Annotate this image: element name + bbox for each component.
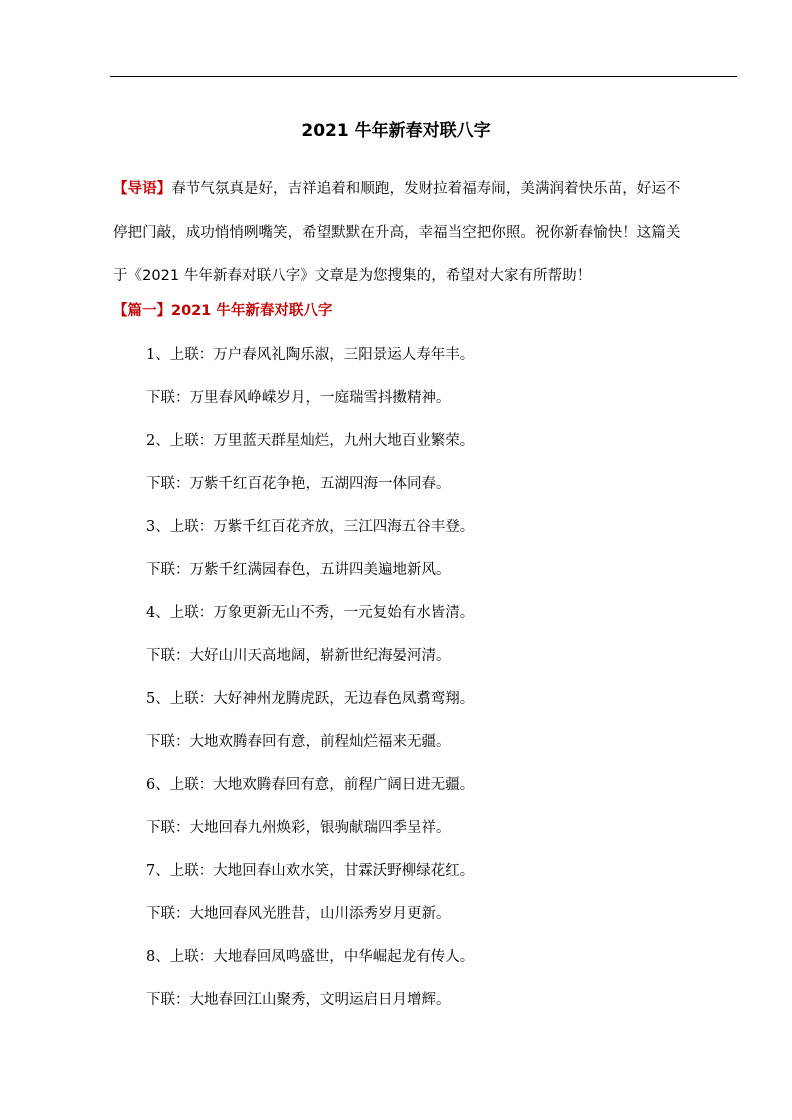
couplet-lower-5: 下联：大地欢腾春回有意，前程灿烂福来无疆。 xyxy=(146,734,451,750)
couplet-upper-text: 上联：大好神州龙腾虎跃，无边春色凤翥鸾翔。 xyxy=(169,691,475,707)
couplet-number: 8、 xyxy=(146,949,170,965)
couplet-number: 4、 xyxy=(146,605,170,621)
intro-line-3: 于《2021 牛年新春对联八字》文章是为您搜集的，希望对大家有所帮助！ xyxy=(113,268,592,284)
intro-text-1: 春节气氛真是好，吉祥追着和顺跑，发财拉着福寿闹，美满润着快乐苗，好运不 xyxy=(171,181,681,197)
couplet-number: 2、 xyxy=(146,433,170,449)
couplet-upper-5 xyxy=(146,687,746,730)
couplet-lower-4: 下联：大好山川天高地阔，崭新世纪海晏河清。 xyxy=(146,648,451,664)
header-rule xyxy=(110,76,737,77)
couplet-upper-3 xyxy=(146,515,746,558)
couplet-upper-text: 上联：万户春风礼陶乐淑，三阳景运人寿年丰。 xyxy=(169,347,475,363)
couplet-upper-7 xyxy=(146,859,746,902)
intro-line-2: 停把门敲，成功悄悄咧嘴笑，希望默默在升高，幸福当空把你照。祝你新春愉快！这篇关 xyxy=(113,224,681,241)
couplet-number: 3、 xyxy=(146,519,170,535)
intro-label: 【导语】 xyxy=(113,181,172,197)
couplet-lower-1: 下联：万里春风峥嵘岁月，一庭瑞雪抖擞精神。 xyxy=(146,390,451,406)
couplet-lower-3: 下联：万紫千红满园春色，五讲四美遍地新风。 xyxy=(146,562,451,578)
intro-line-1 xyxy=(113,168,738,212)
couplet-list xyxy=(146,343,746,1031)
section-heading: 【篇一】2021 牛年新春对联八字 xyxy=(113,303,333,319)
couplet-number: 7、 xyxy=(146,863,170,879)
couplet-number: 1、 xyxy=(146,347,170,363)
couplet-upper-text: 上联：万里蓝天群星灿烂，九州大地百业繁荣。 xyxy=(169,433,475,449)
couplet-lower-2: 下联：万紫千红百花争艳，五湖四海一体同春。 xyxy=(146,476,451,492)
couplet-lower-7: 下联：大地回春风光胜昔，山川添秀岁月更新。 xyxy=(146,906,451,922)
couplet-upper-text: 上联：大地欢腾春回有意，前程广阔日进无疆。 xyxy=(169,777,475,793)
couplet-number: 5、 xyxy=(146,691,170,707)
couplet-upper-text: 上联：大地回春山欢水笑，甘霖沃野柳绿花红。 xyxy=(169,863,475,879)
intro-paragraph xyxy=(113,168,738,299)
couplet-upper-6 xyxy=(146,773,746,816)
couplet-lower-6: 下联：大地回春九州焕彩，银驹献瑞四季呈祥。 xyxy=(146,820,451,836)
couplet-upper-text: 上联：万紫千红百花齐放，三江四海五谷丰登。 xyxy=(169,519,475,535)
couplet-lower-8: 下联：大地春回江山聚秀，文明运启日月增辉。 xyxy=(146,992,451,1008)
couplet-upper-4 xyxy=(146,601,746,644)
couplet-upper-1 xyxy=(146,343,746,386)
couplet-upper-2 xyxy=(146,429,746,472)
couplet-upper-text: 上联：万象更新无山不秀，一元复始有水皆清。 xyxy=(169,605,475,621)
couplet-number: 6、 xyxy=(146,777,170,793)
couplet-upper-8 xyxy=(146,945,746,988)
page-title: 2021 牛年新春对联八字 xyxy=(301,121,491,141)
couplet-upper-text: 上联：大地春回凤鸣盛世，中华崛起龙有传人。 xyxy=(169,949,475,965)
